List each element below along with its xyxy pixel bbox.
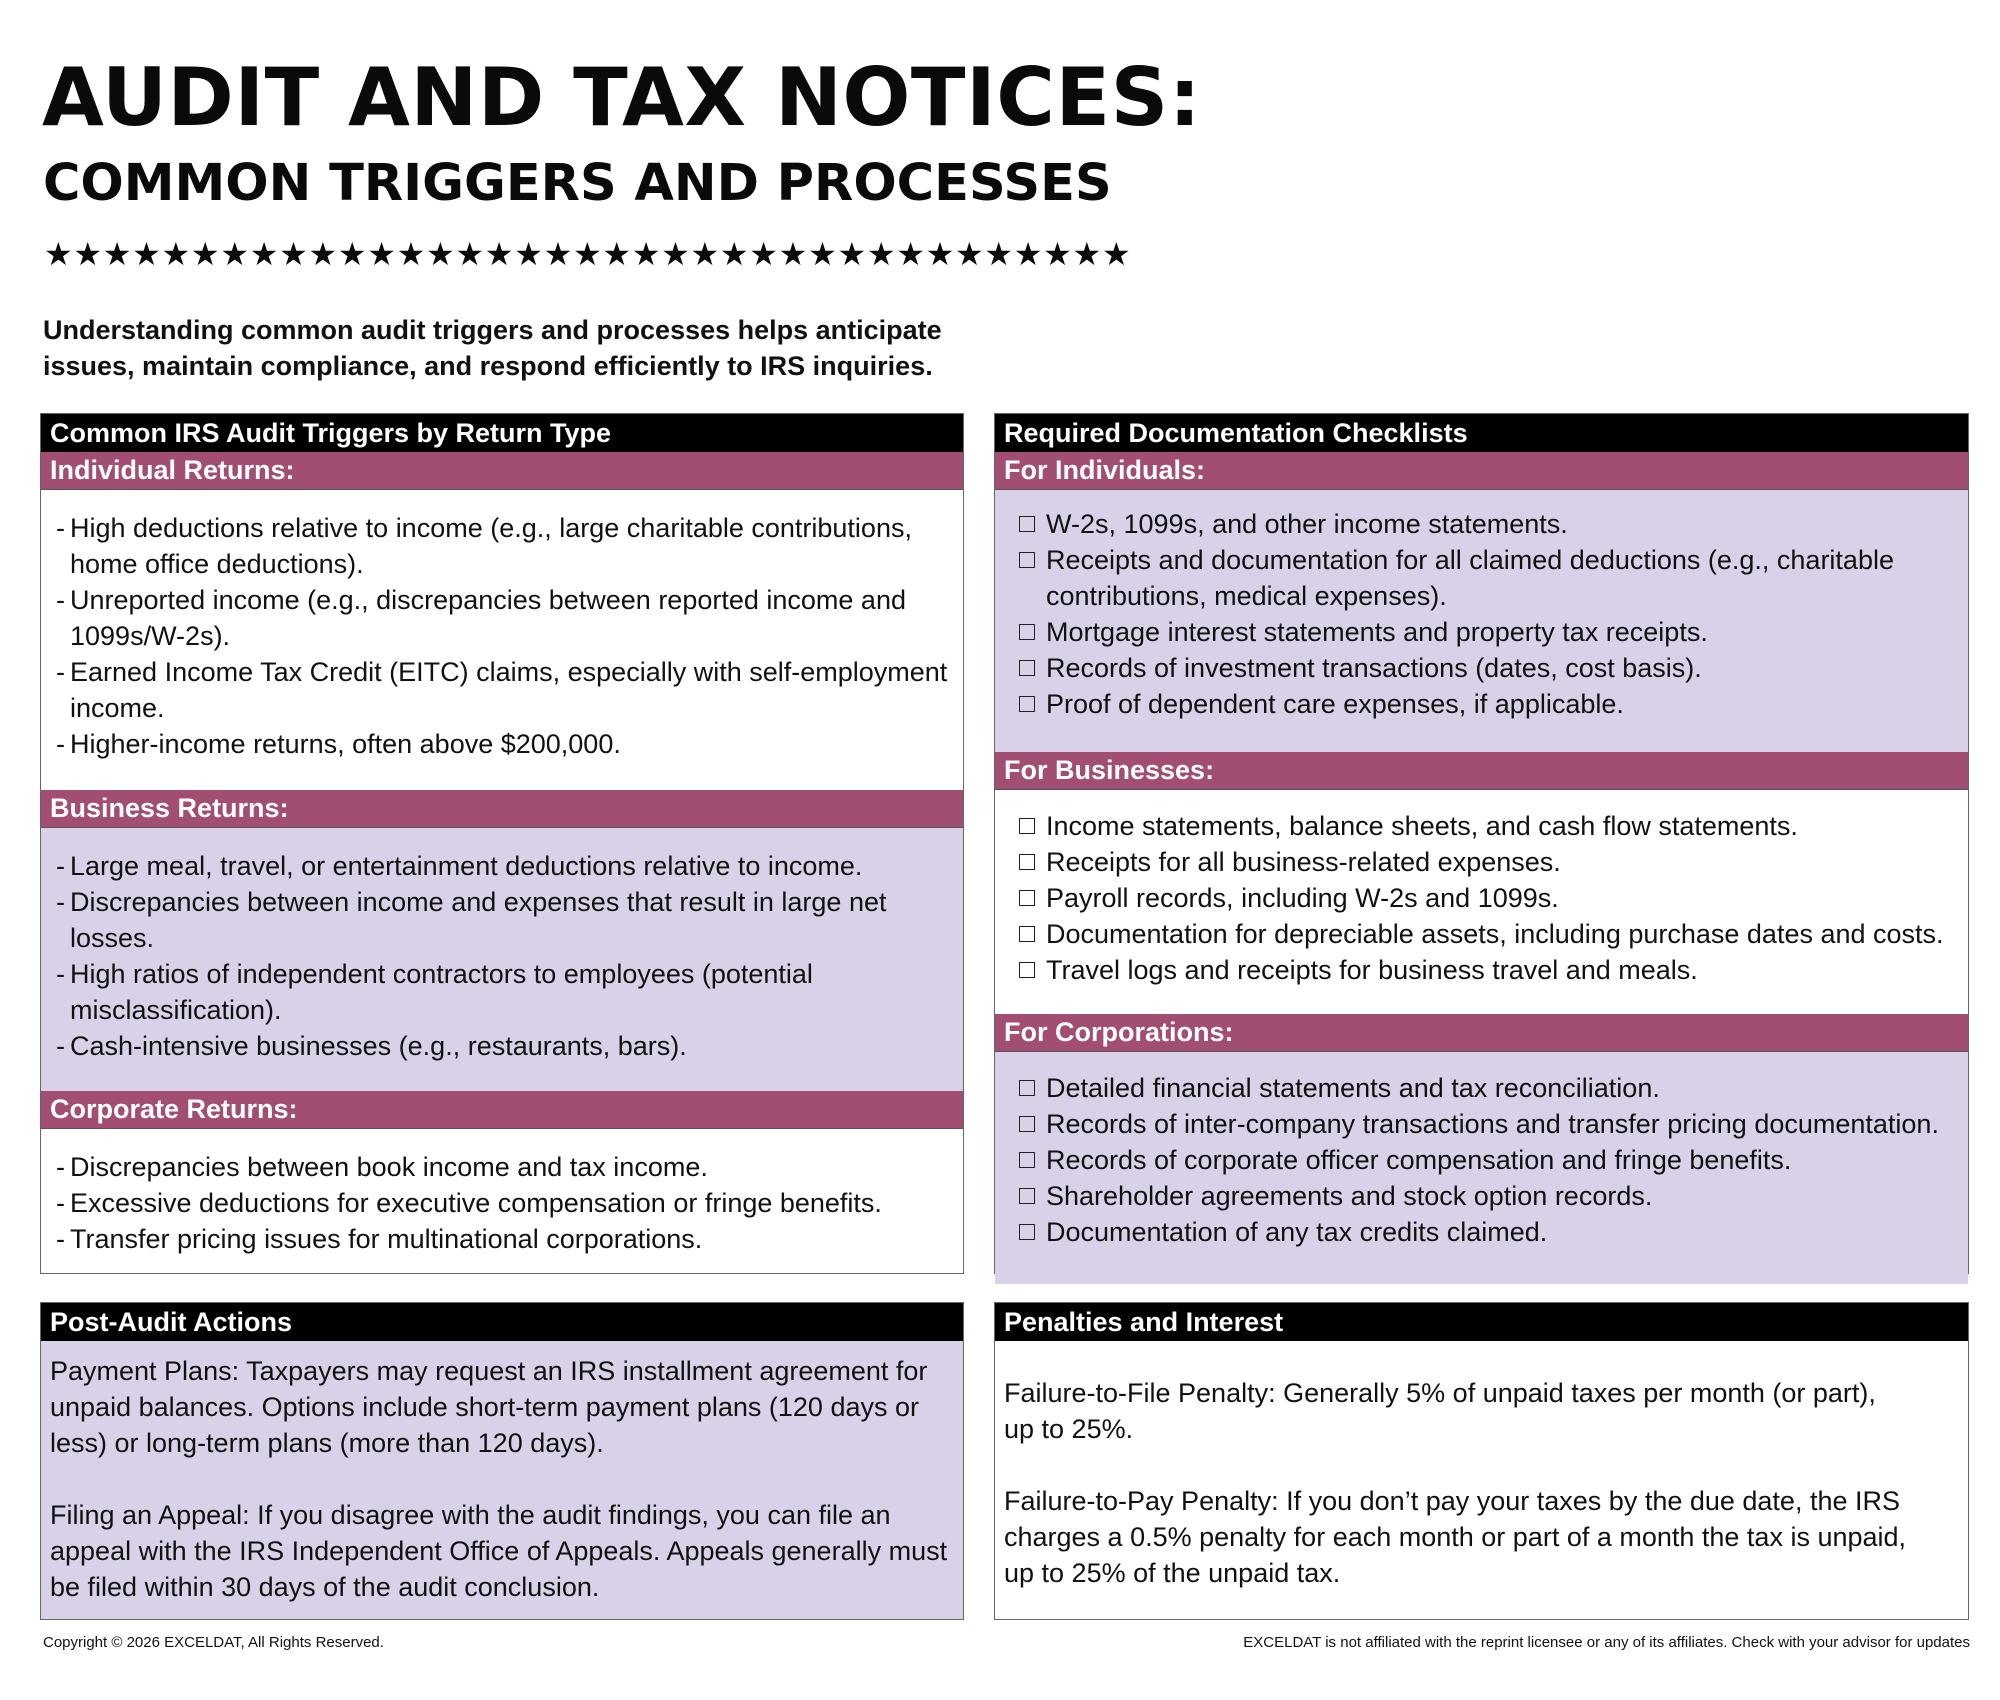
list-item: - Discrepancies between income and expenses that result in large net losses. <box>56 887 887 953</box>
failure-to-pay-paragraph: Failure-to-Pay Penalty: If you don’t pay your taxes by the due date, the IRS charges a 0.5% penalty for each month or part of a month the tax is unpaid, up to 25% of the unpaid tax. <box>1004 1486 1907 1588</box>
penalties-body <box>995 1341 1968 1591</box>
checklist-item: Shareholder agreements and stock option records. <box>995 1178 1968 1214</box>
filing-appeal-paragraph: Filing an Appeal: If you disagree with the audit findings, you can file an appeal with the IRS Independent Office of Appeals. Appeals generally must be filed within 30 days of the audit conclusion. <box>50 1500 948 1602</box>
for-individuals-header: For Individuals: <box>995 452 1968 490</box>
checklist-item: Records of investment transactions (dates, cost basis). <box>995 650 1968 686</box>
checkbox-icon <box>1019 818 1035 834</box>
checklist-item: Payroll records, including W-2s and 1099s. <box>995 880 1968 916</box>
documentation-panel <box>994 413 1969 1274</box>
penalties-panel <box>994 1302 1969 1620</box>
list-item: - Large meal, travel, or entertainment deductions relative to income. <box>56 851 863 881</box>
list-item: - Higher-income returns, often above $200,000. <box>56 729 621 759</box>
corporate-triggers-list <box>41 1149 963 1257</box>
for-businesses-section <box>995 790 1968 1014</box>
documentation-header: Required Documentation Checklists <box>995 414 1968 452</box>
for-businesses-header: For Businesses: <box>995 752 1968 790</box>
checkbox-icon <box>1019 552 1035 568</box>
individuals-checklist <box>995 506 1968 722</box>
page-subtitle: COMMON TRIGGERS AND PROCESSES <box>43 154 1112 213</box>
page-title: AUDIT AND TAX NOTICES: <box>42 51 1202 144</box>
checkbox-icon <box>1019 854 1035 870</box>
corporate-returns-section <box>41 1129 963 1257</box>
checklist-item: Records of corporate officer compensation and fringe benefits. <box>995 1142 1968 1178</box>
checklist-item: Documentation of any tax credits claimed. <box>995 1214 1968 1250</box>
corporations-checklist <box>995 1070 1968 1250</box>
individual-returns-section <box>41 490 963 790</box>
checkbox-icon <box>1019 696 1035 712</box>
checkbox-icon <box>1019 1116 1035 1132</box>
checklist-item: Receipts and documentation for all claimed deductions (e.g., charitable contributions, medical expenses). <box>995 542 1968 614</box>
checkbox-icon <box>1019 1188 1035 1204</box>
checkbox-icon <box>1019 926 1035 942</box>
individual-returns-header: Individual Returns: <box>41 452 963 490</box>
checkbox-icon <box>1019 1080 1035 1096</box>
for-corporations-header: For Corporations: <box>995 1014 1968 1052</box>
checklist-item: W-2s, 1099s, and other income statements. <box>995 506 1968 542</box>
checkbox-icon <box>1019 962 1035 978</box>
post-audit-header: Post-Audit Actions <box>41 1303 963 1341</box>
payment-plans-paragraph: Payment Plans: Taxpayers may request an IRS installment agreement for unpaid balances. Options include short-term payment plans (120 days or less) or long-term plans (more than 120 days). <box>50 1356 928 1458</box>
checklist-item: Travel logs and receipts for business travel and meals. <box>995 952 1968 988</box>
checklist-item: Records of inter-company transactions and transfer pricing documentation. <box>995 1106 1968 1142</box>
intro-text: Understanding common audit triggers and processes helps anticipate issues, maintain compliance, and respond efficiently to IRS inquiries. <box>43 315 942 381</box>
business-returns-section <box>41 828 963 1091</box>
checkbox-icon <box>1019 516 1035 532</box>
individual-triggers-list <box>41 510 963 762</box>
business-triggers-list <box>41 848 963 1064</box>
checklist-item: Income statements, balance sheets, and cash flow statements. <box>995 808 1968 844</box>
for-individuals-section <box>995 490 1968 752</box>
list-item: - Cash-intensive businesses (e.g., restaurants, bars). <box>56 1031 687 1061</box>
star-divider: ★★★★★★★★★★★★★★★★★★★★★★★★★★★★★★★★★★★★★ <box>44 235 1132 273</box>
post-audit-panel <box>40 1302 964 1620</box>
corporate-returns-header: Corporate Returns: <box>41 1091 963 1129</box>
audit-triggers-panel <box>40 413 964 1274</box>
checkbox-icon <box>1019 890 1035 906</box>
checklist-item: Proof of dependent care expenses, if applicable. <box>995 686 1968 722</box>
checkbox-icon <box>1019 660 1035 676</box>
checkbox-icon <box>1019 1152 1035 1168</box>
penalties-header: Penalties and Interest <box>995 1303 1968 1341</box>
list-item: - Excessive deductions for executive compensation or fringe benefits. <box>56 1188 882 1218</box>
audit-triggers-header: Common IRS Audit Triggers by Return Type <box>41 414 963 452</box>
list-item: - High ratios of independent contractors to employees (potential misclassification). <box>56 959 813 1025</box>
list-item: - Discrepancies between book income and tax income. <box>56 1152 708 1182</box>
checklist-item: Mortgage interest statements and property tax receipts. <box>995 614 1968 650</box>
for-corporations-section <box>995 1052 1968 1284</box>
checkbox-icon <box>1019 1224 1035 1240</box>
businesses-checklist <box>995 808 1968 988</box>
checklist-item: Detailed financial statements and tax reconciliation. <box>995 1070 1968 1106</box>
disclaimer-notice: EXCELDAT is not affiliated with the reprint licensee or any of its affiliates. Check with your advisor for updates <box>1243 1634 1970 1651</box>
list-item: - Transfer pricing issues for multinational corporations. <box>56 1224 703 1254</box>
checklist-item: Documentation for depreciable assets, including purchase dates and costs. <box>995 916 1968 952</box>
checkbox-icon <box>1019 624 1035 640</box>
copyright-notice: Copyright © 2026 EXCELDAT, All Rights Reserved. <box>43 1634 384 1651</box>
business-returns-header: Business Returns: <box>41 790 963 828</box>
post-audit-body <box>41 1341 963 1605</box>
list-item: - High deductions relative to income (e.g., large charitable contributions, home office deductions). <box>56 513 912 579</box>
list-item: - Earned Income Tax Credit (EITC) claims, especially with self-employment income. <box>56 657 948 723</box>
failure-to-file-paragraph: Failure-to-File Penalty: Generally 5% of unpaid taxes per month (or part), up to 25%. <box>1004 1378 1876 1444</box>
checklist-item: Receipts for all business-related expenses. <box>995 844 1968 880</box>
list-item: - Unreported income (e.g., discrepancies between reported income and 1099s/W-2s). <box>56 585 906 651</box>
